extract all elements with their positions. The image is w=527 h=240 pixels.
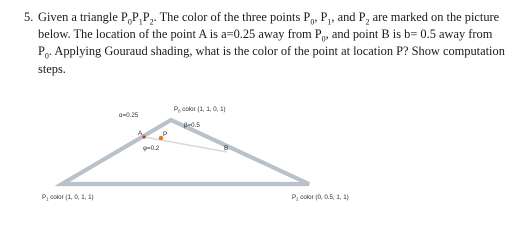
triangle-shape bbox=[62, 120, 309, 184]
point-a-label: A bbox=[138, 130, 143, 137]
p2-color-label: $P_2$ color (0, 0.5, 1, 1) bbox=[292, 194, 349, 202]
alpha-label: α=0.25 bbox=[119, 112, 139, 119]
phi-label: φ=0.2 bbox=[143, 145, 160, 152]
question-line-3: $P_0$. Applying Gouraud shading, what is the color of the point at location P? Show computation bbox=[38, 44, 505, 61]
question-line-2: below. The location of the point A is a=0.25 away from $P_0$, and point B is b= 0.5 away from bbox=[38, 27, 493, 44]
p0-color-label: $P_0$ color (1, 1, 0, 1) bbox=[174, 106, 226, 114]
question-line-1: Given a triangle $P_0P_1P_2$. The color of the three points $P_0$, $P_1$, and $P_2$ are marked on the picture bbox=[38, 10, 500, 27]
p1-color-label: $P_1$ color (1, 0, 1, 1) bbox=[42, 194, 94, 202]
point-b-label: B bbox=[224, 145, 229, 152]
question-number: 5. bbox=[24, 10, 34, 24]
point-p-label: P bbox=[163, 131, 168, 138]
point-a-marker bbox=[142, 135, 145, 138]
beta-label: β=0.5 bbox=[184, 122, 200, 129]
question-line-4: steps. bbox=[38, 61, 66, 76]
